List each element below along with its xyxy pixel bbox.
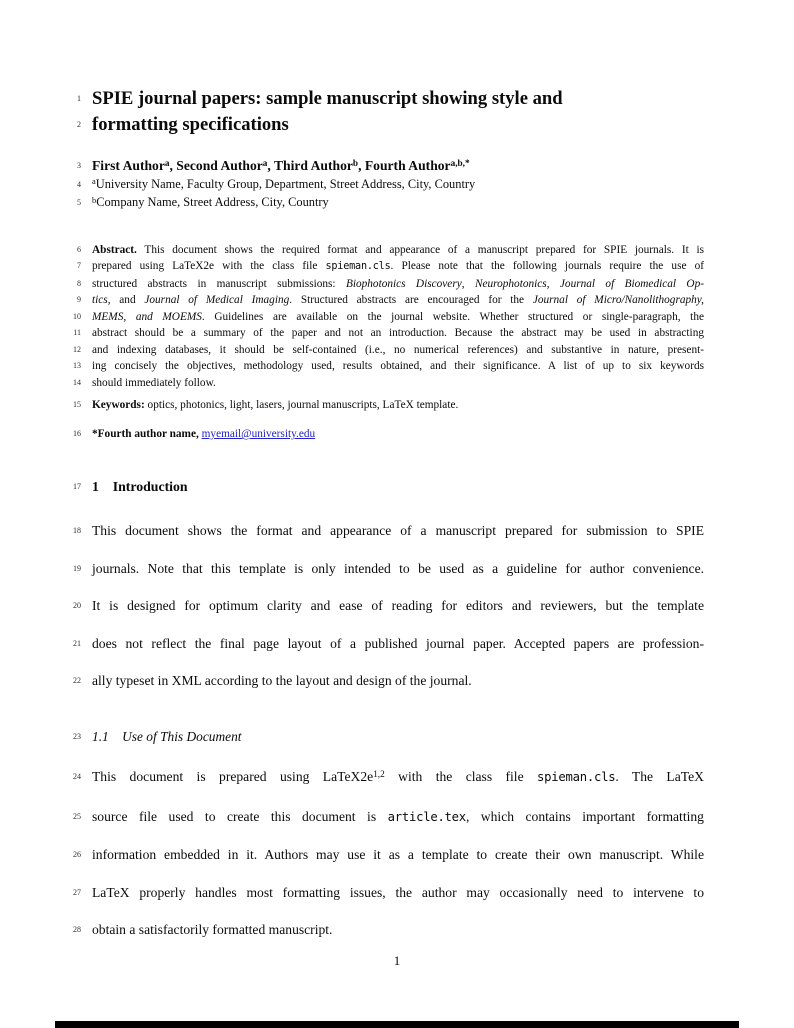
text-segment: should immediately follow. [92, 376, 216, 389]
line-number: 13 [73, 361, 81, 371]
line-text [92, 874, 704, 912]
text-segment: , and [107, 294, 145, 307]
corresponding-author-footnote [73, 426, 704, 442]
line-number: 19 [73, 563, 81, 573]
text-segment: . The LaTeX [615, 769, 704, 784]
subsection-heading-use-of-this-document [73, 727, 704, 746]
line-28 [73, 911, 704, 949]
paper-title [77, 86, 704, 137]
text-segment: . Please note that the following journals require the use of [390, 260, 705, 273]
line-20 [73, 587, 704, 625]
line-15 [73, 397, 704, 413]
use-of-document-paragraph [73, 758, 704, 949]
line-text [92, 292, 704, 308]
section-heading-introduction [73, 477, 704, 496]
text-segment: a [164, 157, 170, 168]
line-26 [73, 836, 704, 874]
abstract [73, 242, 705, 391]
line-text [92, 325, 704, 341]
text-segment: LaTeX properly handles most formatting issues, the author may occasionally need to intervene to [92, 884, 704, 900]
text-segment: This document shows the format and appearance of a manuscript prepared for submission to SPIE [92, 523, 704, 538]
text-segment: a [92, 176, 96, 187]
line-text [92, 727, 704, 746]
line-number: 10 [73, 311, 81, 321]
line-number: 18 [73, 526, 81, 535]
text-segment: 1,2 [373, 768, 385, 779]
text-segment: Journal of Biomedical Op- [559, 277, 704, 290]
line-text [92, 758, 704, 798]
line-text [92, 157, 704, 176]
line-13 [73, 358, 704, 374]
line-number: 9 [77, 295, 81, 305]
keywords-line [73, 397, 704, 413]
line-text [92, 397, 704, 413]
line-text [92, 194, 704, 212]
line-text [92, 358, 704, 374]
line-12 [73, 342, 704, 358]
line-number: 28 [73, 925, 81, 935]
text-segment: Journal of Medical Imaging [144, 294, 290, 307]
bottom-edge-bar [55, 1021, 739, 1028]
line-number: 2 [77, 119, 81, 129]
document-content [73, 0, 705, 1028]
line-10 [73, 309, 704, 325]
text-segment: , which contains important formatting [465, 808, 704, 824]
text-segment: source file used to create this document is [92, 808, 388, 824]
line-text [92, 309, 704, 325]
text-segment: b [352, 157, 359, 168]
line-1 [77, 86, 704, 112]
text-segment: , [461, 277, 475, 290]
line-text [92, 512, 704, 550]
line-number: 25 [73, 811, 81, 821]
line-text [92, 258, 704, 275]
text-segment: . Guidelines are available on the journal website. Whether structured or single-paragraph, the [201, 310, 704, 323]
line-number: 14 [73, 377, 81, 387]
line-number: 27 [73, 887, 81, 897]
text-segment: Abstract. [92, 244, 137, 256]
text-segment: This document is prepared using LaTeX2e [92, 769, 374, 784]
text-segment: , Third Author [267, 158, 353, 173]
line-text [92, 477, 704, 496]
line-number: 16 [73, 429, 81, 438]
text-segment: spieman.cls [325, 261, 391, 273]
text-segment: , Fourth Author [358, 158, 451, 173]
line-number: 26 [73, 850, 81, 860]
line-number: 24 [73, 772, 81, 781]
line-17 [73, 477, 704, 496]
email-link[interactable]: myemail@university.edu [201, 428, 316, 440]
text-segment: , [546, 277, 560, 290]
text-segment: ing concisely the objectives, methodology used, results obtained, and their significance. A list of up to six keywords [92, 360, 704, 373]
introduction-paragraph [73, 512, 704, 700]
text-segment: . Structured abstracts are encouraged for the [289, 294, 533, 307]
line-text [92, 276, 704, 292]
line-16 [73, 426, 704, 442]
line-2 [77, 112, 704, 138]
line-text [92, 176, 704, 194]
line-text [92, 426, 704, 442]
text-segment: abstract should be a summary of the paper and not an introduction. Because the abstract may be used in abstracting [92, 327, 704, 340]
text-segment: 1 Introduction [92, 479, 188, 494]
line-6 [77, 242, 704, 258]
text-segment: , Second Author [169, 158, 263, 173]
text-segment: and indexing databases, it should be self-contained (i.e., no numerical references) and substantive in nature, present- [92, 343, 704, 356]
line-21 [73, 625, 704, 663]
text-segment: does not reflect the final page layout of a published journal paper. Accepted papers are profession- [92, 635, 704, 651]
line-18 [73, 512, 704, 550]
line-14 [73, 375, 704, 391]
text-segment: MEMS, and MOEMS [92, 310, 202, 323]
line-text [92, 86, 704, 112]
line-11 [73, 325, 704, 341]
text-segment: 1.1 Use of This Document [92, 729, 242, 744]
text-segment: First Author [92, 158, 165, 173]
text-segment: *Fourth author name, [92, 428, 202, 440]
line-19 [73, 550, 704, 588]
text-segment: Company Name, Street Address, City, Country [96, 195, 329, 210]
text-segment: ally typeset in XML according to the layout and design of the journal. [92, 673, 472, 689]
line-23 [73, 727, 704, 746]
text-segment: formatting specifications [92, 113, 289, 135]
line-number: 22 [73, 676, 81, 686]
text-segment: with the class file [384, 769, 538, 784]
line-number: 7 [77, 261, 81, 271]
line-number: 11 [73, 328, 81, 338]
text-segment: Keywords: [92, 399, 145, 411]
line-8 [77, 276, 704, 292]
line-number: 4 [77, 180, 81, 189]
text-segment: Neurophotonics [474, 277, 547, 290]
text-segment: a,b,* [450, 157, 470, 168]
text-segment: article.tex [387, 809, 466, 824]
text-segment: a [262, 157, 268, 168]
text-segment: spieman.cls [537, 770, 616, 784]
text-segment: prepared using LaTeX2e with the class file [92, 260, 326, 273]
page-number: 1 [393, 953, 401, 968]
line-number: 1 [77, 94, 81, 103]
line-number: 21 [73, 638, 81, 648]
line-text [92, 625, 704, 663]
text-segment: journals. Note that this template is only intended to be used as a guideline for author convenience. [92, 560, 704, 576]
line-number: 3 [77, 161, 81, 170]
affiliations [77, 176, 704, 213]
line-27 [73, 874, 704, 912]
line-number: 15 [73, 400, 81, 409]
line-4 [77, 176, 704, 194]
text-segment: University Name, Faculty Group, Department, Street Address, City, Country [95, 177, 476, 191]
line-text [92, 798, 704, 837]
line-number: 5 [77, 198, 81, 208]
line-24 [73, 758, 704, 798]
line-number: 8 [77, 278, 81, 288]
line-text [92, 836, 704, 874]
text-segment: SPIE journal papers: sample manuscript showing style and [92, 88, 563, 109]
line-text [92, 662, 704, 700]
line-text [92, 375, 704, 391]
line-7 [77, 258, 705, 275]
line-3 [77, 157, 704, 176]
line-text [92, 911, 704, 949]
line-9 [77, 292, 705, 308]
text-segment: Journal of Micro/Nanolithography, [532, 294, 705, 307]
line-number: 12 [73, 344, 81, 354]
text-segment: structured abstracts in manuscript submissions: [92, 277, 346, 290]
author-line [77, 157, 704, 176]
text-segment: optics, photonics, light, lasers, journal manuscripts, LaTeX template. [144, 399, 459, 411]
text-segment: tics [92, 294, 108, 307]
line-text [92, 550, 704, 588]
line-text [92, 242, 704, 258]
line-22 [73, 662, 704, 700]
text-segment: This document shows the required format and appearance of a manuscript prepared for SPIE journals. It is [136, 244, 704, 256]
line-number: 20 [73, 601, 81, 611]
line-text [92, 112, 704, 138]
line-number: 6 [77, 245, 81, 254]
text-segment: Biophotonics Discovery [345, 277, 462, 290]
text-segment: b [92, 194, 97, 205]
line-25 [73, 798, 704, 837]
text-segment: It is designed for optimum clarity and ease of reading for editors and reviewers, but the template [92, 598, 704, 614]
line-number: 17 [73, 482, 81, 491]
line-text [92, 587, 704, 625]
text-segment: information embedded in it. Authors may use it as a template to create their own manuscript. While [92, 847, 704, 863]
line-5 [77, 194, 704, 212]
line-text [92, 342, 704, 358]
text-segment: obtain a satisfactorily formatted manuscript. [92, 922, 333, 938]
line-number: 23 [73, 732, 81, 741]
